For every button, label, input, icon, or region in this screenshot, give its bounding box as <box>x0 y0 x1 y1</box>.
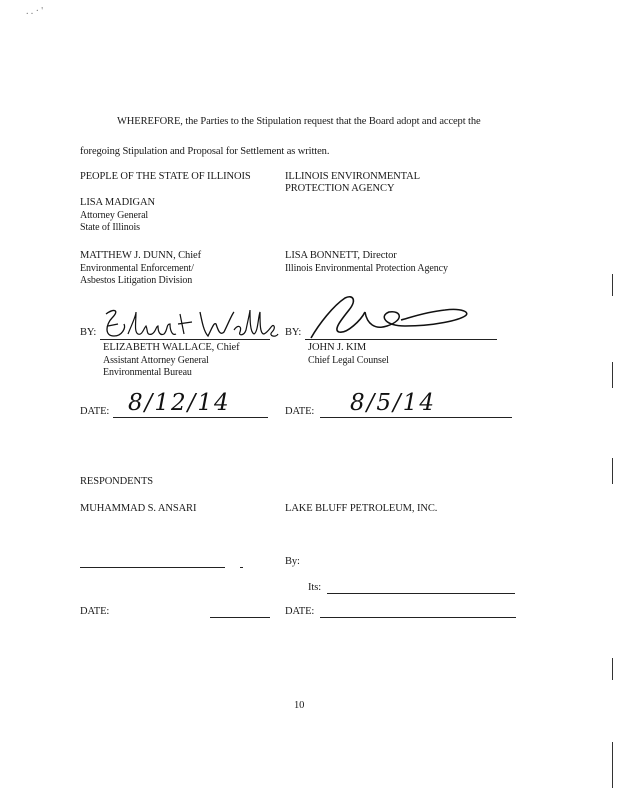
chief-name: MATTHEW J. DUNN, Chief <box>80 250 201 261</box>
respondent-left-name: MUHAMMAD S. ANSARI <box>80 503 197 514</box>
page-number: 10 <box>294 700 305 711</box>
right-signer-name: JOHN J. KIM <box>308 342 367 353</box>
scan-specks: . . · ' <box>26 6 43 17</box>
chief-division-2: Asbestos Litigation Division <box>80 275 193 286</box>
right-signer-title: Chief Legal Counsel <box>308 355 389 366</box>
respondent-left-date-line <box>210 617 270 618</box>
left-party-heading: PEOPLE OF THE STATE OF ILLINOIS <box>80 171 251 182</box>
director-name: LISA BONNETT, Director <box>285 250 397 261</box>
ag-name: LISA MADIGAN <box>80 197 155 208</box>
scan-mark <box>612 458 613 484</box>
ag-state: State of Illinois <box>80 222 140 233</box>
intro-line-2: foregoing Stipulation and Proposal for Settlement as written. <box>80 146 330 157</box>
scan-mark <box>612 742 613 788</box>
right-by-label: BY: <box>285 327 302 338</box>
left-signer-name: ELIZABETH WALLACE, Chief <box>103 342 240 353</box>
scan-mark <box>612 658 613 680</box>
respondent-right-name: LAKE BLUFF PETROLEUM, INC. <box>285 503 438 514</box>
respondent-left-signature-line <box>80 567 225 568</box>
left-by-label: BY: <box>80 327 97 338</box>
respondent-left-date-label: DATE: <box>80 606 110 617</box>
left-date-line <box>113 417 268 418</box>
respondent-left-line-tick <box>240 567 243 568</box>
respondent-right-date-line <box>320 617 516 618</box>
right-date-handwritten: 8/5/14 <box>350 390 437 416</box>
left-signer-title-1: Assistant Attorney General <box>103 355 209 366</box>
left-date-label: DATE: <box>80 406 110 417</box>
right-party-heading-2: PROTECTION AGENCY <box>285 183 395 194</box>
right-party-heading-1: ILLINOIS ENVIRONMENTAL <box>285 171 420 182</box>
respondent-its-label: Its: <box>308 582 322 593</box>
left-signer-title-2: Environmental Bureau <box>103 367 192 378</box>
scan-mark <box>612 274 613 296</box>
ag-title: Attorney General <box>80 210 149 221</box>
respondents-heading: RESPONDENTS <box>80 476 153 487</box>
left-date-handwritten: 8/12/14 <box>128 390 231 416</box>
respondent-its-line <box>327 593 515 594</box>
respondent-right-date-label: DATE: <box>285 606 315 617</box>
agency-name: Illinois Environmental Protection Agency <box>285 263 448 274</box>
scan-mark <box>612 362 613 388</box>
respondent-by-label: By: <box>285 556 300 567</box>
chief-division-1: Environmental Enforcement/ <box>80 263 194 274</box>
right-date-label: DATE: <box>285 406 315 417</box>
right-signature <box>305 290 475 342</box>
right-date-line <box>320 417 512 418</box>
intro-line-1: WHEREFORE, the Parties to the Stipulation request that the Board adopt and accept the <box>117 116 481 127</box>
left-signature <box>100 302 280 344</box>
